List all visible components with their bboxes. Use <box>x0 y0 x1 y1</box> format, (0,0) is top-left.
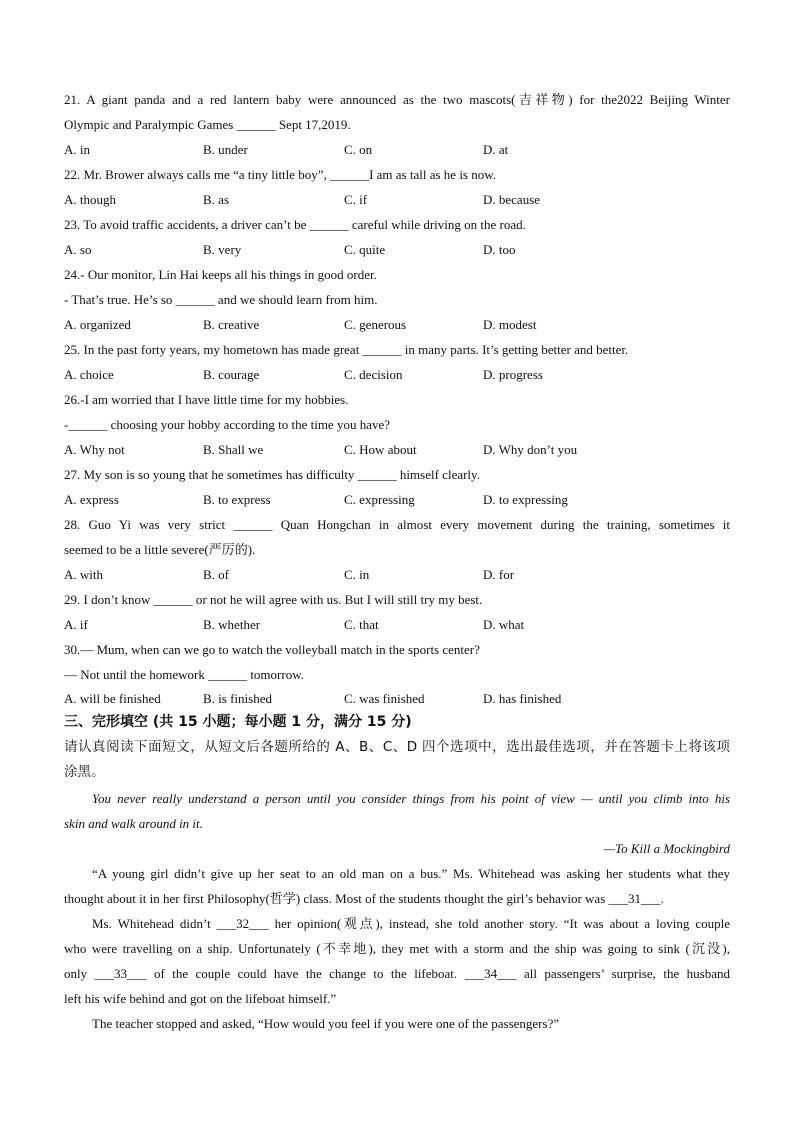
q29-option-a: A. if <box>64 617 88 632</box>
question-24-line-1: 24.- Our monitor, Lin Hai keeps all his things in good order. <box>64 267 377 282</box>
question-24-line-2: - That’s true. He’s so ______ and we should learn from him. <box>64 292 378 307</box>
q21-option-a: A. in <box>64 142 90 157</box>
q27-option-b: B. to express <box>203 492 271 507</box>
q29-option-b: B. whether <box>203 617 261 632</box>
q27-option-d: D. to expressing <box>483 492 568 507</box>
question-26-line-2: -______ choosing your hobby according to the time you have? <box>64 417 391 432</box>
q29-option-c: C. that <box>344 617 379 632</box>
section-instruction-line-2: 涂黑。 <box>64 764 105 780</box>
q24-option-c: C. generous <box>344 317 407 332</box>
q21-option-c: C. on <box>344 142 373 157</box>
question-28-line-1: 28. Guo Yi was very strict ______ Quan Hongchan in almost every movement during the training, sometimes it <box>64 517 730 532</box>
quote-line-2: skin and walk around in it. <box>64 816 203 831</box>
q26-option-d: D. Why don’t you <box>483 442 578 457</box>
q28-option-a: A. with <box>64 567 103 582</box>
question-27-line-1: 27. My son is so young that he sometimes has difficulty ______ himself clearly. <box>64 467 480 482</box>
q24-option-d: D. modest <box>483 317 537 332</box>
question-29-line-1: 29. I don’t know ______ or not he will agree with us. But I will still try my best. <box>64 592 483 607</box>
q21-option-b: B. under <box>203 142 248 157</box>
q25-option-a: A. choice <box>64 367 114 382</box>
q25-option-c: C. decision <box>344 367 403 382</box>
paragraph-2-line-2: who were travelling on a ship. Unfortunately (不幸地), they met with a storm and the ship was going to sink (沉没), <box>64 941 730 956</box>
quote-line-1: You never really understand a person until you consider things from his point of view — until you climb into his <box>92 791 730 806</box>
q28-option-d: D. for <box>483 567 515 582</box>
q27-option-c: C. expressing <box>344 492 415 507</box>
question-21-line-1: 21. A giant panda and a red lantern baby were announced as the two mascots(吉祥物) for the2022 Beijing Winter <box>64 92 730 107</box>
question-26-line-1: 26.-I am worried that I have little time for my hobbies. <box>64 392 349 407</box>
paragraph-1-line-2: thought about it in her first Philosophy(哲学) class. Most of the students thought the girl’s behavior was ___31___. <box>64 891 664 906</box>
q22-option-a: A. though <box>64 192 116 207</box>
question-25-line-1: 25. In the past forty years, my hometown has made great ______ in many parts. It’s getting better and better. <box>64 342 629 357</box>
q30-option-b: B. is finished <box>203 691 272 706</box>
q22-option-c: C. if <box>344 192 368 207</box>
q23-option-c: C. quite <box>344 242 386 257</box>
q25-option-b: B. courage <box>203 367 260 382</box>
q25-option-d: D. progress <box>483 367 543 382</box>
q24-option-b: B. creative <box>203 317 260 332</box>
question-22-line-1: 22. Mr. Brower always calls me “a tiny little boy”, ______I am as tall as he is now. <box>64 167 497 182</box>
paragraph-1-line-1: “A young girl didn’t give up her seat to an old man on a bus.” Ms. Whitehead was asking her students what they <box>92 866 730 881</box>
q28-option-b: B. of <box>203 567 229 582</box>
question-23-line-1: 23. To avoid traffic accidents, a driver can’t be ______ careful while driving on the road. <box>64 217 526 232</box>
quote-source: —To Kill a Mockingbird <box>603 841 730 856</box>
q22-option-d: D. because <box>483 192 541 207</box>
q29-option-d: D. what <box>483 617 525 632</box>
q23-option-d: D. too <box>483 242 516 257</box>
q21-option-d: D. at <box>483 142 509 157</box>
question-30-line-1: 30.— Mum, when can we go to watch the volleyball match in the sports center? <box>64 642 480 657</box>
q30-option-d: D. has finished <box>483 691 562 706</box>
q26-option-c: C. How about <box>344 442 417 457</box>
paragraph-2-line-3: only ___33___ of the couple could have the change to the lifeboat. ___34___ all passengers’ surprise, the husband <box>64 966 730 981</box>
section-instruction-line-1: 请认真阅读下面短文，从短文后各题所给的 A、B、C、D 四个选项中，选出最佳选项，并在答题卡上将该项 <box>64 739 730 755</box>
section-title: 三、完形填空 (共 15 小题；每小题 1 分，满分 15 分) <box>64 714 412 730</box>
question-30-line-2: — Not until the homework ______ tomorrow. <box>64 667 304 682</box>
q26-option-a: A. Why not <box>64 442 125 457</box>
q27-option-a: A. express <box>64 492 119 507</box>
paragraph-2-line-4: left his wife behind and got on the lifeboat himself.” <box>64 991 337 1006</box>
q30-option-a: A. will be finished <box>64 691 161 706</box>
question-21-line-2: Olympic and Paralympic Games ______ Sept 17,2019. <box>64 117 351 132</box>
paragraph-2-line-1: Ms. Whitehead didn’t ___32___ her opinion(观点), instead, she told another story. “It was about a loving couple <box>92 916 730 931</box>
q22-option-b: B. as <box>203 192 229 207</box>
q28-option-c: C. in <box>344 567 370 582</box>
q30-option-c: C. was finished <box>344 691 425 706</box>
q23-option-b: B. very <box>203 242 242 257</box>
q23-option-a: A. so <box>64 242 92 257</box>
question-28-line-2: seemed to be a little severe(严厉的). <box>64 542 256 557</box>
q24-option-a: A. organized <box>64 317 131 332</box>
q26-option-b: B. Shall we <box>203 442 264 457</box>
paragraph-3-line-1: The teacher stopped and asked, “How would you feel if you were one of the passengers?” <box>92 1016 560 1031</box>
